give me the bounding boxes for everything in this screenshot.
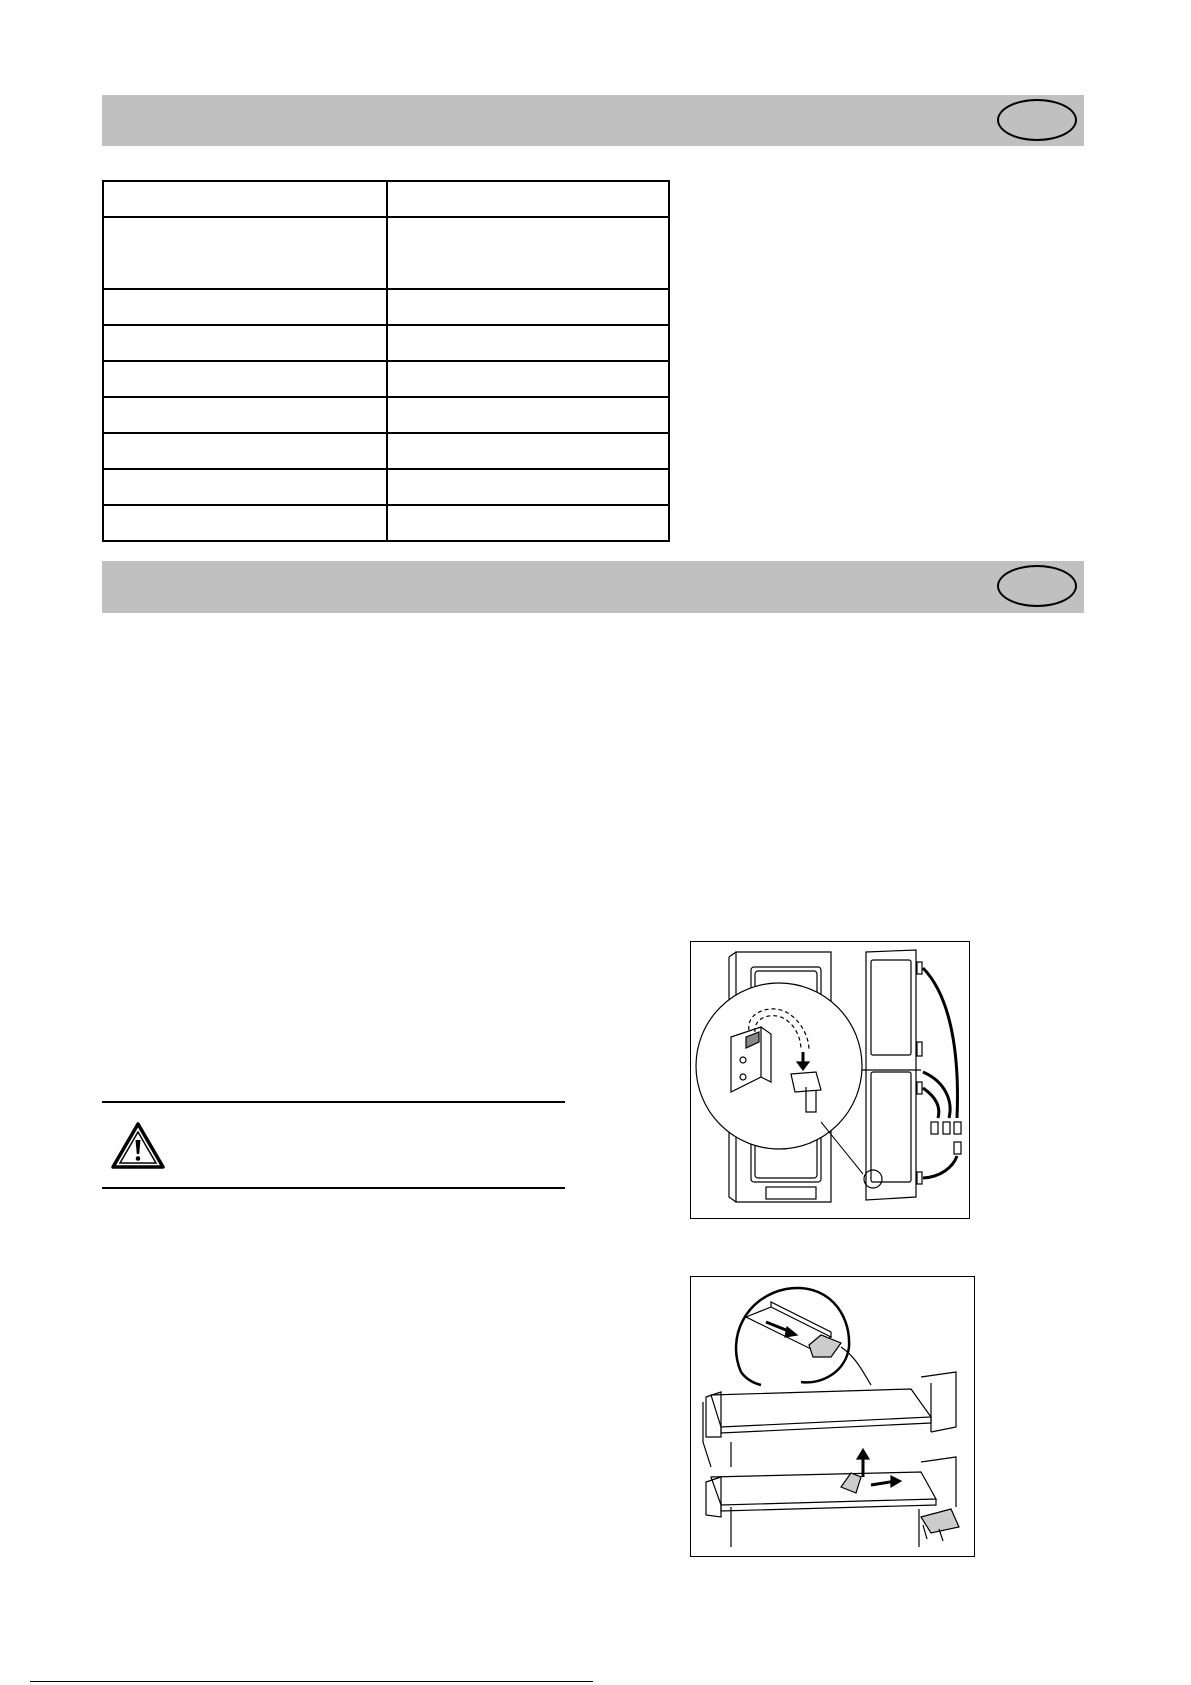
table-cell	[387, 325, 669, 361]
language-badge-1	[997, 99, 1077, 141]
table-cell	[387, 361, 669, 397]
technical-data-table	[102, 180, 670, 542]
footer-rule	[30, 1681, 593, 1682]
table-cell	[103, 217, 387, 289]
table-row	[103, 289, 669, 325]
table-cell	[103, 397, 387, 433]
table-cell	[103, 505, 387, 541]
section-header-2	[102, 561, 1084, 613]
table-cell	[387, 217, 669, 289]
table-row	[103, 397, 669, 433]
table-cell	[387, 289, 669, 325]
shelf-removal-illustration	[690, 1276, 975, 1557]
table-cell	[103, 433, 387, 469]
table-cell	[103, 469, 387, 505]
table-cell	[387, 181, 669, 217]
table-cell	[103, 361, 387, 397]
table-cell	[103, 181, 387, 217]
table-row	[103, 181, 669, 217]
door-reversal-illustration	[690, 941, 970, 1219]
table-row	[103, 361, 669, 397]
table-cell	[387, 433, 669, 469]
table-row	[103, 217, 669, 289]
table-cell	[387, 397, 669, 433]
table-row	[103, 325, 669, 361]
language-badge-2	[997, 565, 1077, 607]
table-cell	[387, 505, 669, 541]
table-cell	[103, 289, 387, 325]
table-cell	[387, 469, 669, 505]
table-row	[103, 469, 669, 505]
section-header-1	[102, 95, 1084, 146]
table-row	[103, 433, 669, 469]
table-row	[103, 505, 669, 541]
warning-box	[102, 1101, 565, 1189]
table-cell	[103, 325, 387, 361]
warning-triangle-icon	[110, 1121, 166, 1171]
